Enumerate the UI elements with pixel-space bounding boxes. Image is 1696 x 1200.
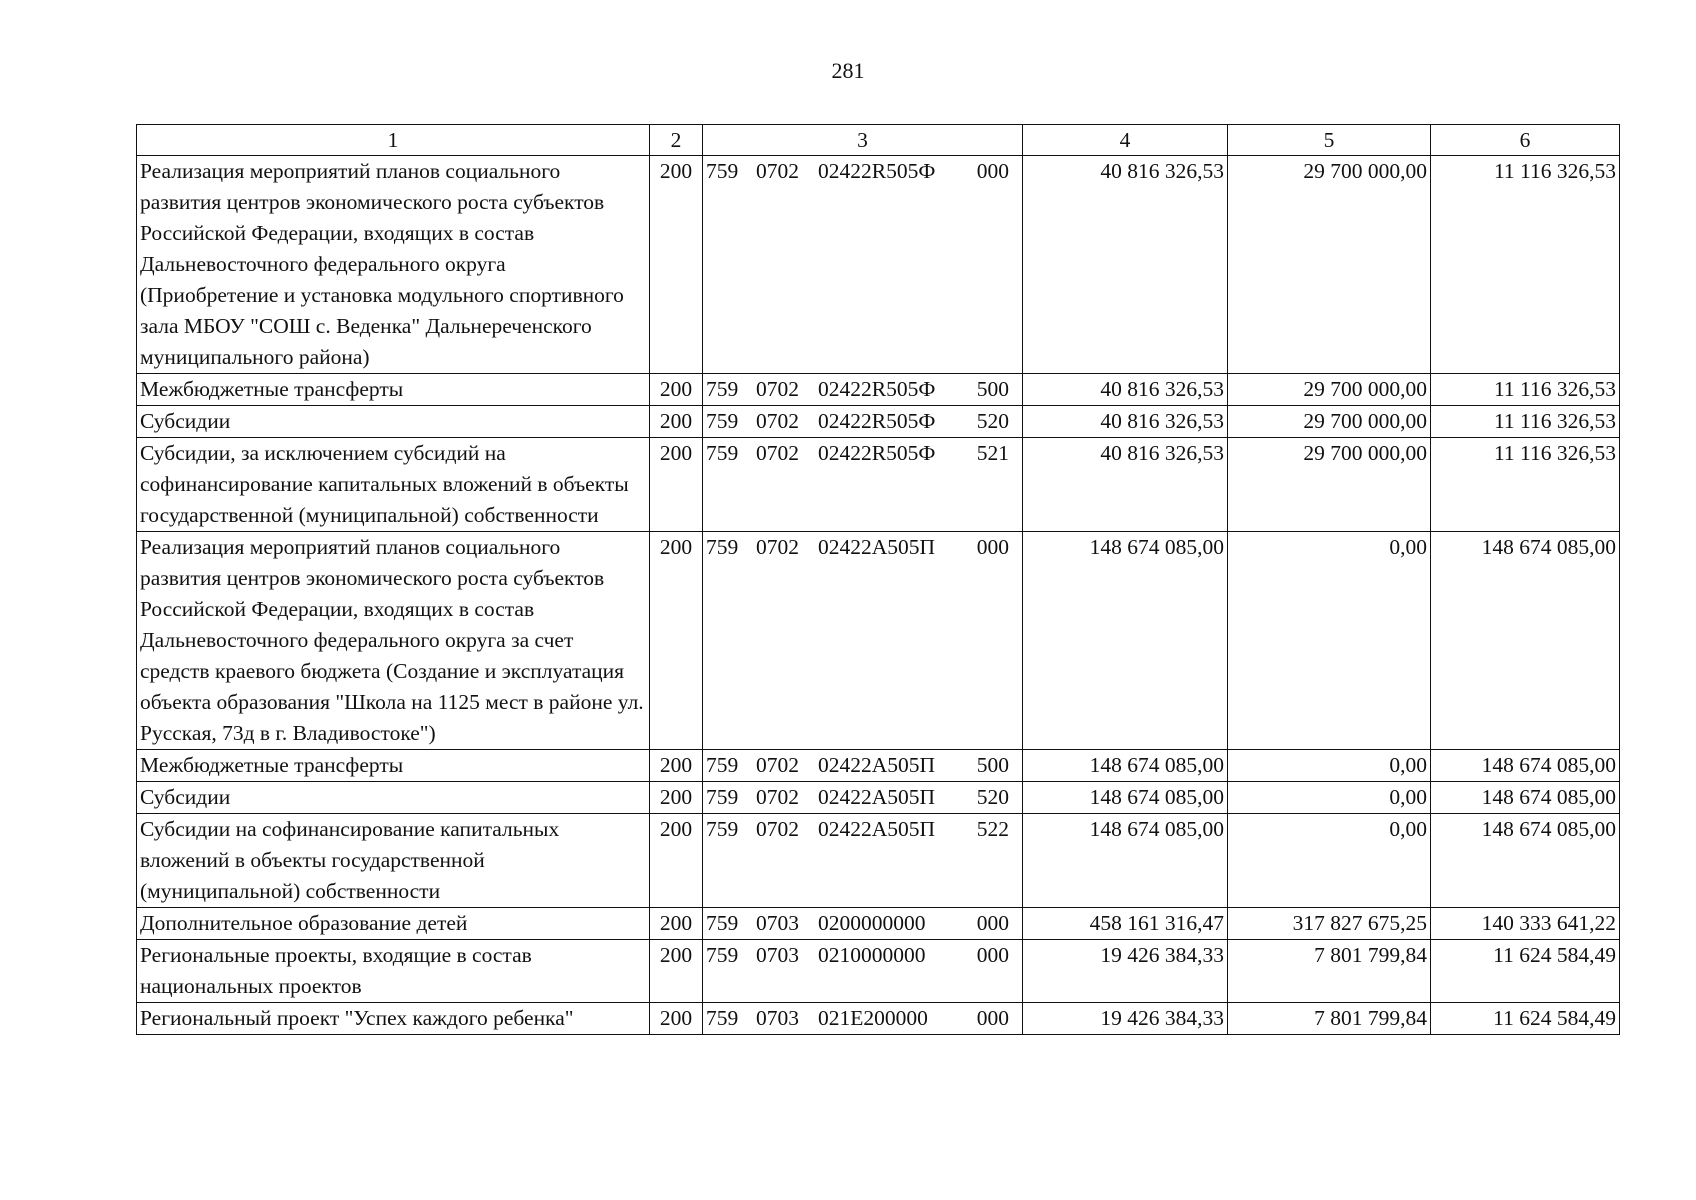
row-col4: 148 674 085,00: [1023, 782, 1228, 814]
row-col6: 148 674 085,00: [1431, 814, 1620, 908]
row-rz: 0702: [756, 535, 799, 559]
row-gr: 200: [650, 374, 703, 406]
row-csr: 021Е200000: [818, 1006, 928, 1030]
table-row: [137, 940, 1620, 1003]
row-gr: 200: [650, 1003, 703, 1035]
row-ved: 759: [706, 441, 739, 465]
row-gr: 200: [650, 406, 703, 438]
row-vr: 500: [976, 377, 1009, 401]
row-ved: 759: [706, 785, 739, 809]
header-col-2: 2: [650, 125, 703, 156]
row-name: Субсидии: [137, 406, 650, 438]
row-csr: 0210000000: [818, 943, 926, 967]
row-gr: 200: [650, 532, 703, 750]
row-csr: 02422R505Ф: [818, 441, 936, 465]
row-ved: 759: [706, 377, 739, 401]
row-col4: 458 161 316,47: [1023, 908, 1228, 940]
row-col5: 29 700 000,00: [1228, 438, 1431, 532]
row-col5: 0,00: [1228, 750, 1431, 782]
row-col5: 0,00: [1228, 532, 1431, 750]
row-gr: 200: [650, 814, 703, 908]
row-csr: 02422R505Ф: [818, 377, 936, 401]
row-vr: 000: [976, 911, 1009, 935]
table-row: [137, 438, 1620, 532]
table-row: [137, 908, 1620, 940]
row-col6: 148 674 085,00: [1431, 750, 1620, 782]
row-ved: 759: [706, 817, 739, 841]
row-vr: 500: [976, 753, 1009, 777]
row-col4: 40 816 326,53: [1023, 374, 1228, 406]
row-code: [703, 814, 1023, 908]
row-col5: 29 700 000,00: [1228, 374, 1431, 406]
table-row: [137, 782, 1620, 814]
row-col4: 148 674 085,00: [1023, 750, 1228, 782]
row-name: Региональный проект "Успех каждого ребенка": [137, 1003, 650, 1035]
row-rz: 0703: [756, 911, 799, 935]
header-col-6: 6: [1431, 125, 1620, 156]
header-row: [137, 125, 1620, 156]
row-col4: 40 816 326,53: [1023, 438, 1228, 532]
row-code: [703, 908, 1023, 940]
row-vr: 000: [976, 535, 1009, 559]
row-code: [703, 374, 1023, 406]
row-rz: 0703: [756, 1006, 799, 1030]
row-code: [703, 1003, 1023, 1035]
row-ved: 759: [706, 159, 739, 183]
row-ved: 759: [706, 1006, 739, 1030]
row-ved: 759: [706, 535, 739, 559]
row-code: [703, 406, 1023, 438]
row-gr: 200: [650, 908, 703, 940]
row-rz: 0703: [756, 943, 799, 967]
row-code: [703, 750, 1023, 782]
row-vr: 522: [976, 817, 1009, 841]
row-col4: 148 674 085,00: [1023, 532, 1228, 750]
table-row: [137, 750, 1620, 782]
row-name: Субсидии, за исключением субсидий на софинансирование капитальных вложений в объекты государственной (муниципальной) собственности: [137, 438, 650, 532]
row-rz: 0702: [756, 785, 799, 809]
row-col5: 0,00: [1228, 782, 1431, 814]
header-col-1: 1: [137, 125, 650, 156]
row-name: Субсидии: [137, 782, 650, 814]
row-csr: 02422А505П: [818, 785, 936, 809]
row-rz: 0702: [756, 817, 799, 841]
row-gr: 200: [650, 940, 703, 1003]
row-vr: 520: [976, 785, 1009, 809]
row-csr: 02422А505П: [818, 753, 936, 777]
row-gr: 200: [650, 750, 703, 782]
row-csr: 0200000000: [818, 911, 926, 935]
header-col-3: 3: [703, 125, 1023, 156]
header-col-4: 4: [1023, 125, 1228, 156]
row-col6: 11 116 326,53: [1431, 374, 1620, 406]
row-col6: 11 116 326,53: [1431, 406, 1620, 438]
row-col5: 7 801 799,84: [1228, 1003, 1431, 1035]
row-col5: 29 700 000,00: [1228, 156, 1431, 374]
row-code: [703, 940, 1023, 1003]
table-row: [137, 532, 1620, 750]
row-col5: 0,00: [1228, 814, 1431, 908]
header-col-5: 5: [1228, 125, 1431, 156]
row-col6: 11 116 326,53: [1431, 156, 1620, 374]
row-ved: 759: [706, 409, 739, 433]
row-name: Реализация мероприятий планов социального развития центров экономического роста субъектов Российской Федерации, входящих в состав Дальневосточного федерального округа (Приобретение и установка модульного спортивного зала МБОУ "СОШ с. Веденка" Дальнереченского муниципального района): [137, 156, 650, 374]
row-col5: 29 700 000,00: [1228, 406, 1431, 438]
row-rz: 0702: [756, 409, 799, 433]
row-name: Межбюджетные трансферты: [137, 374, 650, 406]
table-row: [137, 406, 1620, 438]
row-name: Дополнительное образование детей: [137, 908, 650, 940]
row-col5: 7 801 799,84: [1228, 940, 1431, 1003]
row-code: [703, 782, 1023, 814]
row-rz: 0702: [756, 441, 799, 465]
row-col4: 40 816 326,53: [1023, 156, 1228, 374]
table-row: [137, 814, 1620, 908]
row-csr: 02422R505Ф: [818, 409, 936, 433]
row-vr: 000: [976, 1006, 1009, 1030]
row-vr: 000: [976, 943, 1009, 967]
row-col4: 19 426 384,33: [1023, 1003, 1228, 1035]
budget-table: [136, 124, 1620, 1035]
row-name: Реализация мероприятий планов социального развития центров экономического роста субъектов Российской Федерации, входящих в состав Дальневосточного федерального округа за счет средств краевого бюджета (Создание и эксплуатация объекта образования "Школа на 1125 мест в районе ул. Русская, 73д в г. Владивостоке"): [137, 532, 650, 750]
row-vr: 520: [976, 409, 1009, 433]
row-col6: 11 624 584,49: [1431, 940, 1620, 1003]
row-rz: 0702: [756, 753, 799, 777]
row-name: Региональные проекты, входящие в состав национальных проектов: [137, 940, 650, 1003]
row-ved: 759: [706, 753, 739, 777]
row-col4: 19 426 384,33: [1023, 940, 1228, 1003]
row-col5: 317 827 675,25: [1228, 908, 1431, 940]
table-row: [137, 374, 1620, 406]
row-col4: 148 674 085,00: [1023, 814, 1228, 908]
row-col6: 11 116 326,53: [1431, 438, 1620, 532]
table-body: [137, 156, 1620, 1035]
row-ved: 759: [706, 943, 739, 967]
row-csr: 02422R505Ф: [818, 159, 936, 183]
table-row: [137, 1003, 1620, 1035]
row-col6: 148 674 085,00: [1431, 782, 1620, 814]
row-rz: 0702: [756, 159, 799, 183]
row-ved: 759: [706, 911, 739, 935]
row-csr: 02422А505П: [818, 817, 936, 841]
row-gr: 200: [650, 156, 703, 374]
row-gr: 200: [650, 782, 703, 814]
row-code: [703, 532, 1023, 750]
row-vr: 000: [976, 159, 1009, 183]
row-code: [703, 156, 1023, 374]
row-name: Субсидии на софинансирование капитальных вложений в объекты государственной (муниципальной) собственности: [137, 814, 650, 908]
row-gr: 200: [650, 438, 703, 532]
page-number: 281: [831, 58, 865, 83]
row-vr: 521: [976, 441, 1009, 465]
row-name: Межбюджетные трансферты: [137, 750, 650, 782]
table-row: [137, 156, 1620, 374]
row-rz: 0702: [756, 377, 799, 401]
row-csr: 02422А505П: [818, 535, 936, 559]
row-col6: 148 674 085,00: [1431, 532, 1620, 750]
row-col4: 40 816 326,53: [1023, 406, 1228, 438]
row-code: [703, 438, 1023, 532]
row-col6: 140 333 641,22: [1431, 908, 1620, 940]
row-col6: 11 624 584,49: [1431, 1003, 1620, 1035]
